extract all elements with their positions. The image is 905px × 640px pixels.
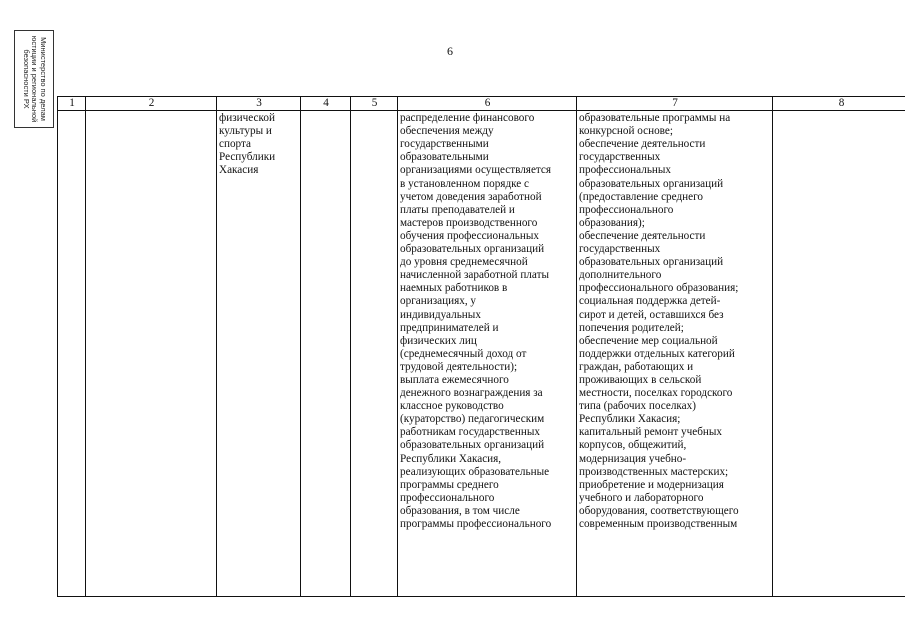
header-col-1: 1: [58, 97, 86, 111]
cell-col-5: [351, 111, 398, 597]
header-col-8: 8: [773, 97, 905, 111]
ministry-stamp: [14, 30, 54, 128]
cell-responsible-body: физической культуры и спорта Республики Хакасия: [217, 111, 301, 597]
header-col-2: 2: [86, 97, 217, 111]
table-header-row: [58, 97, 905, 111]
cell-col-8: [773, 111, 905, 597]
header-col-3: 3: [217, 97, 301, 111]
document-table: [57, 96, 905, 597]
cell-col-4: [301, 111, 351, 597]
header-col-6: 6: [398, 97, 577, 111]
cell-activities-list: образовательные программы на конкурсной основе; обеспечение деятельности государственных профессиональных образовательных организаций (предоставление среднего профессионального образования); обеспечение деятельности государственных образовательных организаций дополнительного профессионального образования; социальная поддержка детей- сирот и детей, оставшихся без попечения родителей; обеспечение мер социальной поддержки отдельных категорий граждан, работающих и проживающих в сельской местности, поселках городского типа (рабочих поселках) Республики Хакасия; капитальный ремонт учебных корпусов, общежитий, модернизация учебно- производственных мастерских; приобретение и модернизация учебного и лабораторного оборудования, соответствующего современным производственным: [577, 111, 773, 597]
header-col-7: 7: [577, 97, 773, 111]
table-row: [58, 111, 905, 597]
cell-col-1: [58, 111, 86, 597]
stamp-text: Министерство по делам юстиции и региональной безопасности РХ: [21, 35, 48, 123]
cell-col-2: [86, 111, 217, 597]
header-col-4: 4: [301, 97, 351, 111]
cell-measures-description: распределение финансового обеспечения между государственными образовательными организациями осуществляется в установленном порядке с учетом доведения заработной платы преподавателей и мастеров производственного обучения профессиональных образовательных организаций до уровня среднемесячной начисленной заработной платы наемных работников в организациях, у индивидуальных предпринимателей и физических лиц (среднемесячный доход от трудовой деятельности); выплата ежемесячного денежного вознаграждения за классное руководство (кураторство) педагогическим работникам государственных образовательных организаций Республики Хакасия, реализующих образовательные программы среднего профессионального образования, в том числе программы профессионального: [398, 111, 577, 597]
header-col-5: 5: [351, 97, 398, 111]
page-number: 6: [447, 44, 453, 58]
